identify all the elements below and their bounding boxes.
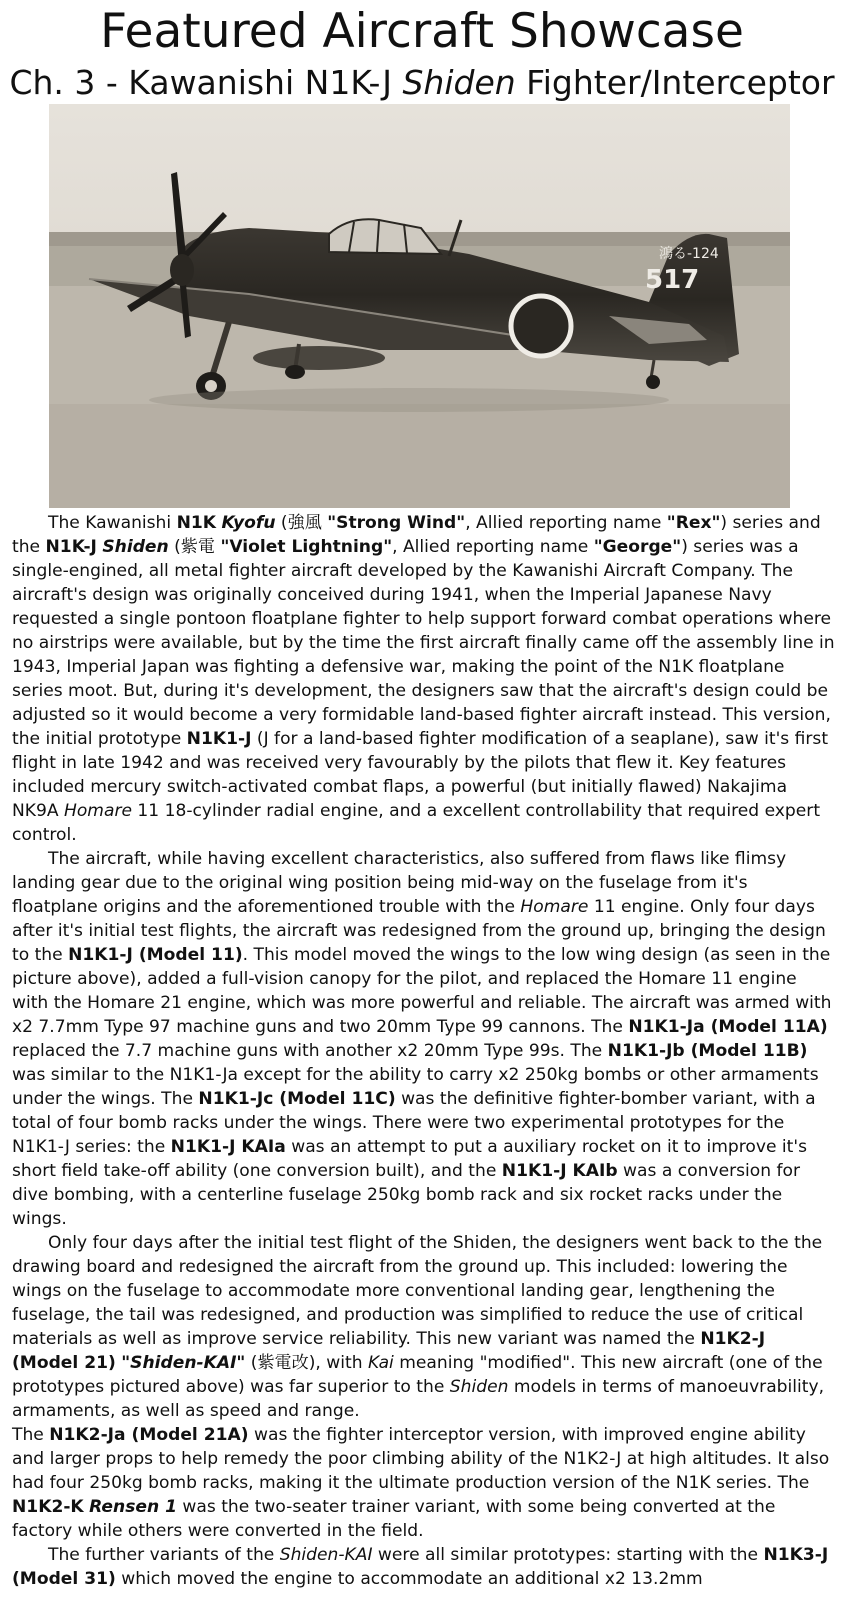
paragraph-4: The N1K2-Ja (Model 21A) was the fighter interceptor version, with improved engine ability and larger props to help remedy the poor climbing ability of the N1K2-J at high altitudes. It also had four 250kg bomb racks, making it the ultimate production version of the N1K series. The N1K2-K Rensen 1 was the two-seater trainer variant, with some being converted at the factory while others were converted in the field. bbox=[12, 1425, 830, 1541]
tail-number: 517 bbox=[645, 265, 700, 295]
paragraph-5: The further variants of the Shiden-KAI were all similar prototypes: starting with the N1K3-J (Model 31) which moved the engine to accommodate an additional x2 13.2mm bbox=[12, 1545, 829, 1589]
page-subtitle bbox=[0, 62, 844, 104]
aircraft-photo-drawing bbox=[49, 104, 790, 508]
drop-tank bbox=[253, 346, 385, 370]
paragraph-3: Only four days after the initial test flight of the Shiden, the designers went back to the the drawing board and redesigned the aircraft from the ground up. This included: lowering the wings on the fuselage to accommodate more conventional landing gear, lengthening the fuselage, the tail was redesigned, and production was simplified to reduce the use of critical materials as well as improve service reliability. This new variant was named the N1K2-J (Model 21) "Shiden-KAI" (紫電改), with Kai meaning "modified". This new aircraft (one of the prototypes pictured above) was far superior to the Shiden models in terms of manoeuvrability, armaments, as well as speed and range. bbox=[12, 1233, 825, 1421]
subtitle-suffix: Fighter/Interceptor bbox=[515, 63, 835, 102]
paragraph-1: The Kawanishi N1K Kyofu (強風 "Strong Wind", Allied reporting name "Rex") series and the N1K-J Shiden (紫電 "Violet Lightning", Allied reporting name "George") series was a single-engined, all metal fighter aircraft developed by the Kawanishi Aircraft Company. The aircraft's design was originally conceived during 1941, when the Imperial Japanese Navy requested a single pontoon floatplane fighter to help support forward combat operations where no airstrips were available, but by the time the first aircraft finally came off the assembly line in 1943, Imperial Japan was fighting a defensive war, making the point of the N1K floatplane series moot. But, during it's development, the designers saw that the aircraft's design could be adjusted so it would become a very formidable land-based fighter aircraft instead. This version, the initial prototype N1K1-J (J for a land-based fighter modification of a seaplane), saw it's first flight in late 1942 and was received very favourably by the pilots that flew it. Key features included mercury switch-activated combat flaps, a powerful (but initially flawed) Nakajima NK9A Homare 11 18-cylinder radial engine, and a excellent controllability that required expert control. bbox=[12, 513, 835, 845]
subtitle-prefix: Ch. 3 - Kawanishi N1K-J bbox=[9, 63, 403, 102]
article-body bbox=[12, 511, 836, 1591]
page-title: Featured Aircraft Showcase bbox=[100, 4, 744, 59]
hinomaru-roundel bbox=[511, 296, 571, 356]
tail-kanji: 鴻る-124 bbox=[659, 246, 719, 262]
subtitle-italic: Shiden bbox=[402, 63, 516, 102]
aircraft-photo bbox=[49, 104, 790, 508]
paragraph-2: The aircraft, while having excellent characteristics, also suffered from flaws like flimsy landing gear due to the original wing position being mid-way on the fuselage from it's floatplane origins and the aforementioned trouble with the Homare 11 engine. Only four days after it's initial test flights, the aircraft was redesigned from the ground up, bringing the design to the N1K1-J (Model 11). This model moved the wings to the low wing design (as seen in the picture above), added a full-vision canopy for the pilot, and replaced the Homare 11 engine with the Homare 21 engine, which was more powerful and reliable. The aircraft was armed with x2 7.7mm Type 97 machine guns and two 20mm Type 99 cannons. The N1K1-Ja (Model 11A) replaced the 7.7 machine guns with another x2 20mm Type 99s. The N1K1-Jb (Model 11B) was similar to the N1K1-Ja except for the ability to carry x2 250kg bombs or other armaments under the wings. The N1K1-Jc (Model 11C) was the definitive fighter-bomber variant, with a total of four bomb racks under the wings. There were two experimental prototypes for the N1K1-J series: the N1K1-J KAIa was an attempt to put a auxiliary rocket on it to improve it's short field take-off ability (one conversion built), and the N1K1-J KAIb was a conversion for dive bombing, with a centerline fuselage 250kg bomb rack and six rocket racks under the wings. bbox=[12, 849, 832, 1229]
